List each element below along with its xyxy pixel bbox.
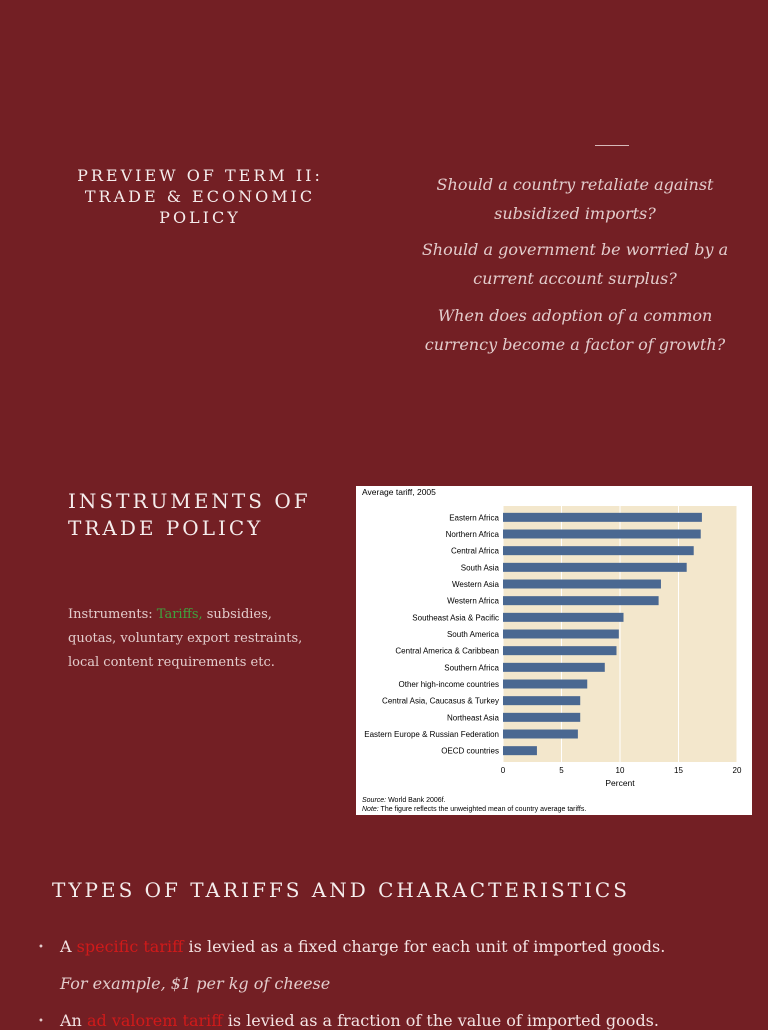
bar bbox=[503, 696, 580, 705]
question-line: subsidized imports? bbox=[494, 204, 656, 223]
category-label: Southern Africa bbox=[444, 663, 499, 673]
category-label: Eastern Europe & Russian Federation bbox=[364, 730, 499, 739]
bullet-text: An bbox=[60, 1011, 87, 1030]
category-label: Northeast Asia bbox=[446, 713, 499, 723]
slide-title-instruments bbox=[68, 488, 348, 542]
bar bbox=[503, 730, 578, 739]
category-label: Central Africa bbox=[450, 546, 499, 556]
category-label: South Asia bbox=[460, 563, 499, 573]
chart-svg bbox=[356, 486, 752, 815]
question-line: Should a government be worried by a bbox=[421, 240, 729, 259]
title-line: PREVIEW OF TERM II: bbox=[77, 166, 323, 185]
bar bbox=[503, 630, 619, 639]
question-line: currency become a factor of growth? bbox=[424, 335, 726, 354]
slide-title-preview bbox=[60, 165, 340, 228]
category-label: South America bbox=[446, 630, 499, 639]
term-specific-tariff: specific tariff bbox=[76, 937, 184, 956]
x-tick-label: 15 bbox=[674, 766, 683, 775]
bar bbox=[503, 513, 702, 522]
question-line: current account surplus? bbox=[473, 269, 677, 288]
bullet-specific-tariff bbox=[38, 937, 665, 956]
bar bbox=[503, 580, 661, 589]
question-currency bbox=[420, 301, 730, 359]
bar bbox=[503, 563, 687, 572]
title-line: INSTRUMENTS OF bbox=[68, 489, 311, 513]
x-tick-label: 0 bbox=[500, 766, 506, 775]
chart-note: Note: The figure reflects the unweighted mean of country average tariffs. bbox=[362, 806, 587, 813]
category-label: OECD countries bbox=[441, 746, 499, 756]
question-line: Should a country retaliate against bbox=[436, 175, 714, 194]
instruments-prefix: Instruments: bbox=[68, 607, 157, 622]
bar bbox=[503, 613, 624, 622]
category-label: Central America & Caribbean bbox=[395, 646, 499, 656]
bullet-text: is levied as a fixed charge for each unit of imported goods. bbox=[183, 937, 666, 956]
bullet-ad-valorem-tariff bbox=[38, 1011, 659, 1030]
tariff-bar-chart bbox=[356, 486, 752, 815]
category-label: Northern Africa bbox=[445, 530, 499, 539]
question-surplus bbox=[420, 235, 730, 293]
question-line: When does adoption of a common bbox=[437, 306, 713, 325]
bar bbox=[503, 546, 694, 555]
category-label: Eastern Africa bbox=[449, 513, 499, 523]
title-line: TRADE & ECONOMIC bbox=[84, 187, 316, 206]
example-text: For example, $1 per kg of cheese bbox=[60, 974, 331, 993]
category-label: Southeast Asia & Pacific bbox=[412, 613, 499, 623]
category-label: Western Africa bbox=[447, 596, 499, 606]
term-ad-valorem-tariff: ad valorem tariff bbox=[86, 1011, 223, 1030]
bar bbox=[503, 596, 659, 605]
slide-preview-term-2 bbox=[0, 0, 768, 440]
bar bbox=[503, 746, 537, 755]
question-retaliate bbox=[420, 170, 730, 228]
bullet-icon: • bbox=[38, 1016, 44, 1027]
bar bbox=[503, 713, 580, 722]
chart-subtitle: Average tariff, 2005 bbox=[362, 487, 436, 497]
bar bbox=[503, 646, 616, 655]
category-label: Western Asia bbox=[452, 580, 499, 589]
x-axis-label: Percent bbox=[605, 778, 635, 788]
bar bbox=[503, 680, 587, 689]
category-label: Central Asia, Caucasus & Turkey bbox=[382, 696, 499, 706]
x-tick-label: 20 bbox=[732, 766, 742, 775]
divider bbox=[595, 145, 629, 146]
category-label: Other high-income countries bbox=[398, 680, 499, 689]
bullet-text: A bbox=[60, 937, 77, 956]
x-tick-label: 10 bbox=[615, 766, 625, 775]
tariffs-highlight: Tariffs, bbox=[156, 607, 203, 622]
instruments-rest: subsidies, quotas, voluntary export restraints, local content requirements etc. bbox=[68, 607, 303, 670]
x-tick-label: 5 bbox=[559, 766, 564, 775]
bullet-icon: • bbox=[38, 942, 44, 953]
title-line: TRADE POLICY bbox=[68, 516, 264, 540]
title-line: POLICY bbox=[159, 208, 241, 227]
slide-title-tariff-types: TYPES OF TARIFFS AND CHARACTERISTICS bbox=[52, 878, 630, 902]
chart-source: Source: World Bank 2006f. bbox=[362, 797, 446, 804]
instruments-text bbox=[68, 603, 308, 675]
bar bbox=[503, 663, 605, 672]
bullet-text: is levied as a fraction of the value of imported goods. bbox=[222, 1011, 659, 1030]
bar bbox=[503, 530, 701, 539]
